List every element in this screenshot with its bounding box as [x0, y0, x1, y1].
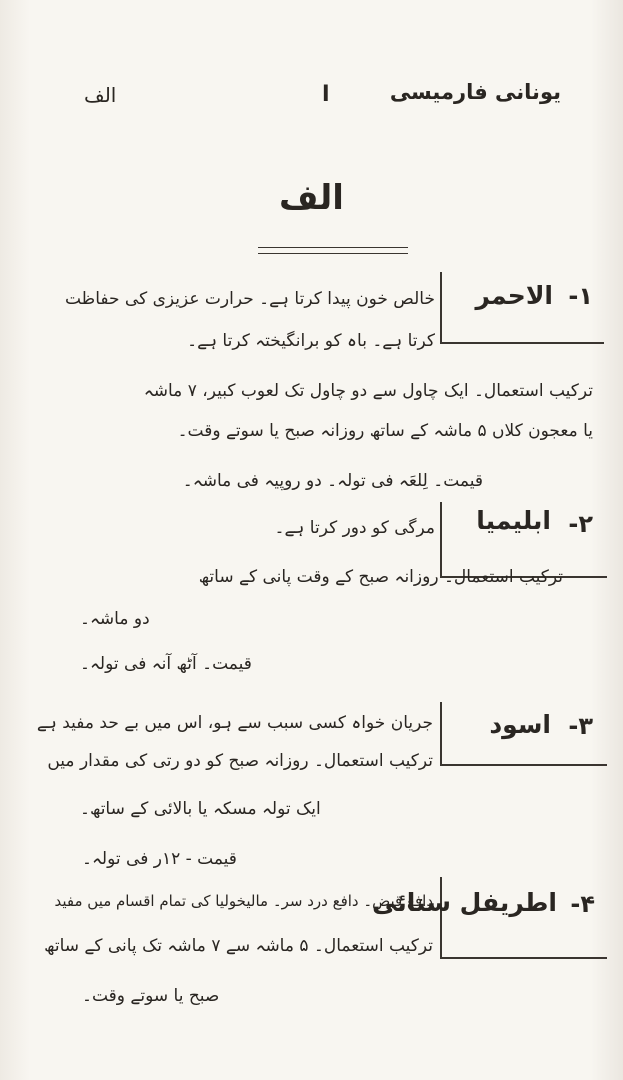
section-letter-header: الف: [84, 83, 117, 107]
entry-2-line-2: ترکیب استعمال۔ روزانہ صبح کے وقت پانی کے ساتھ: [198, 567, 563, 587]
entry-1-line-5: قیمت۔ لِلعَہ فی تولہ۔ دو روپیہ فی ماشہ۔: [182, 471, 483, 491]
entry-1-line-3: ترکیب استعمال۔ ایک چاول سے دو چاول تک لعوب کبیر، ۷ ماشہ: [143, 381, 593, 401]
entry-3-line-3: ایک تولہ مسکہ یا بالائی کے ساتھ۔: [80, 799, 321, 819]
entry-3-number: ۳-: [568, 712, 593, 740]
entry-4-line-2: ترکیب استعمال۔ ۵ ماشہ سے ۷ ماشہ تک پانی کے ساتھ: [44, 936, 433, 956]
page-number: ا: [322, 82, 330, 107]
title-rule-bottom: [258, 253, 408, 254]
entry-4-name: اطریفل سنائی: [372, 888, 557, 917]
entry-1-name: الاحمر: [475, 281, 553, 310]
entry-2-name: ابلیمیا: [476, 506, 551, 535]
entry-2-line-1: مرگی کو دور کرتا ہے۔: [274, 518, 435, 538]
entry-1-line-4: یا معجون کلاں ۵ ماشہ کے ساتھ روزانہ صبح یا سوتے وقت۔: [177, 421, 593, 441]
entry-3-line-2: ترکیب استعمال۔ روزانہ صبح کو دو رتی کی مقدار میں: [47, 751, 433, 771]
entry-4-number: ۴-: [570, 890, 595, 918]
entry-2-line-4: قیمت۔ آٹھ آنہ فی تولہ۔: [80, 654, 252, 674]
entry-3-line-1: جریان خواہ کسی سبب سے ہو، اس میں بے حد مفید ہے: [36, 713, 433, 733]
entry-2-number: ۲-: [568, 510, 593, 538]
title-rule-top: [258, 247, 408, 248]
entry-1-line-2: کرتا ہے۔ باہ کو برانگیختہ کرتا ہے۔: [187, 331, 435, 351]
entry-3-line-4: قیمت - ۱۲ر فی تولہ۔: [82, 849, 237, 869]
entry-4-line-3: صبح یا سوتے وقت۔: [82, 986, 220, 1006]
entry-3-name: اسود: [489, 710, 551, 739]
entry-1-number: ۱-: [568, 282, 593, 310]
entry-4-line-1: دافع قبض۔ دافع درد سر۔ مالیخولیا کی تمام اقسام میں مفید: [54, 892, 433, 910]
section-title: الف: [279, 178, 344, 218]
entry-1-line-1: خالص خون پیدا کرتا ہے۔ حرارت عزیزی کی حفاظت: [64, 289, 435, 309]
entry-2-line-3: دو ماشہ۔: [80, 609, 150, 629]
book-title-header: یونانی فارمیسی: [389, 80, 561, 104]
